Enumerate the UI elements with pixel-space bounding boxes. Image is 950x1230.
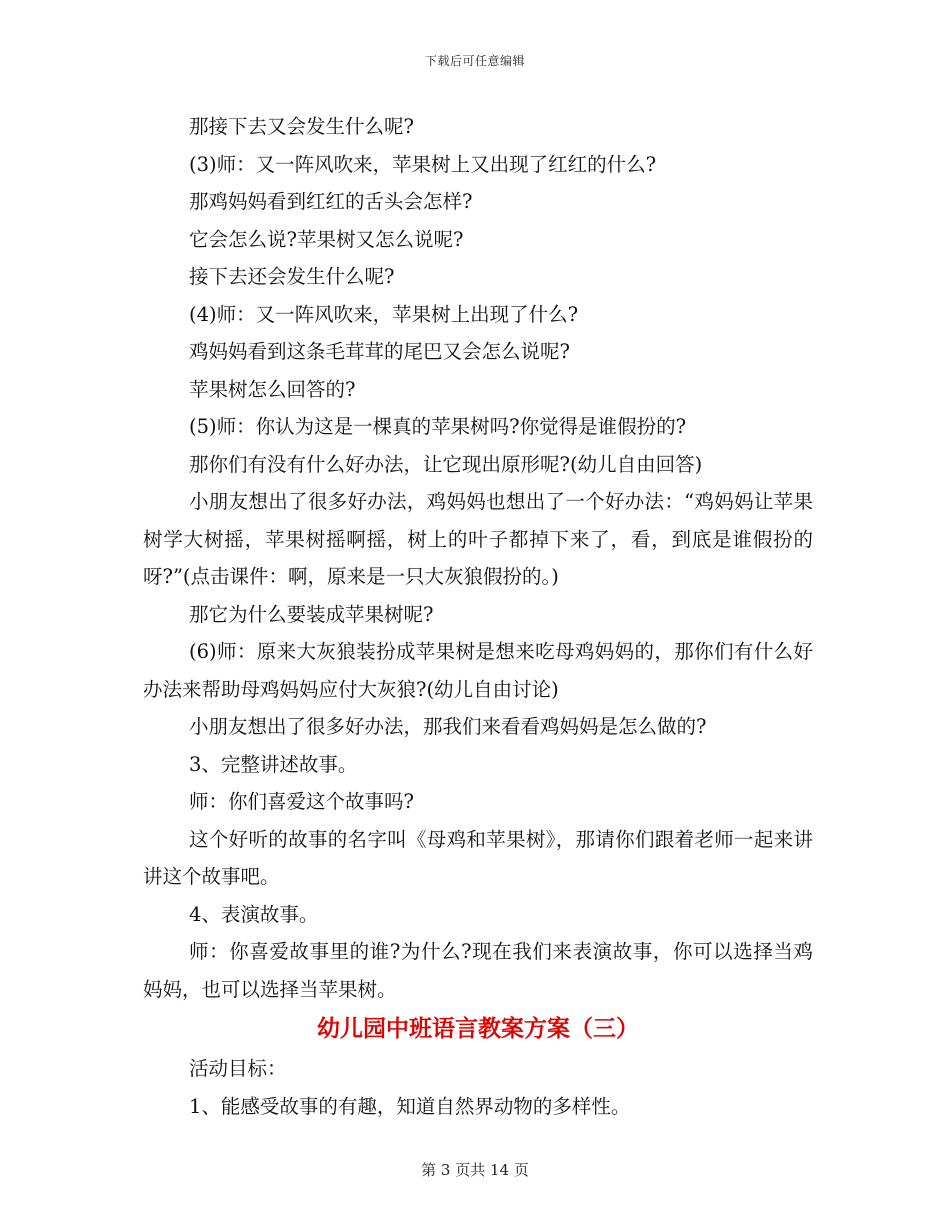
paragraph: 那鸡妈妈看到红红的舌头会怎样?: [189, 190, 473, 213]
paragraph: 接下去还会发生什么呢?: [189, 265, 395, 288]
paragraph: 那你们有没有什么好办法，让它现出原形呢?(幼儿自由回答): [189, 452, 703, 476]
paragraph: 那它为什么要装成苹果树呢?: [189, 602, 434, 626]
paragraph: (4)师：又一阵风吹来，苹果树上出现了什么?: [189, 302, 579, 326]
paragraph: 3、完整讲述故事。: [189, 752, 358, 776]
paragraph: 它会怎么说?苹果树又怎么说呢?: [189, 227, 464, 251]
paragraph: 这个好听的故事的名字叫《母鸡和苹果树》，那请你们跟着老师一起来讲讲这个故事吧。: [143, 827, 813, 888]
paragraph: (3)师：又一阵风吹来，苹果树上又出现了红红的什么?: [189, 152, 657, 176]
paragraph: (5)师：你认为这是一棵真的苹果树吗?你觉得是谁假扮的?: [189, 415, 687, 438]
paragraph: 活动目标：: [189, 1057, 287, 1080]
section-title: 幼儿园中班语言教案方案（三）: [317, 1016, 639, 1042]
paragraph: 那接下去又会发生什么呢?: [189, 115, 414, 138]
paragraph: 4、表演故事。: [189, 902, 319, 926]
paragraph: 师：你喜爱故事里的谁?为什么?现在我们来表演故事，你可以选择当鸡妈妈，也可以选择当苹果树。: [143, 940, 813, 1001]
paragraph: 师：你们喜爱这个故事吗?: [189, 790, 414, 813]
paragraph: 小朋友想出了很多好办法，鸡妈妈也想出了一个好办法：“鸡妈妈让苹果树学大树摇，苹果树摇啊摇，树上的叶子都掉下来了，看，到底是谁假扮的呀?”(点击课件：啊，原来是一只大灰狼假扮的。): [143, 490, 813, 588]
paragraph: 鸡妈妈看到这条毛茸茸的尾巴又会怎么说呢?: [189, 340, 570, 363]
page-footer: 第 3 页共 14 页: [421, 1161, 529, 1179]
paragraph: 苹果树怎么回答的?: [189, 377, 356, 401]
paragraph: (6)师：原来大灰狼装扮成苹果树是想来吃母鸡妈妈的，那你们有什么好办法来帮助母鸡妈妈应付大灰狼?(幼儿自由讨论): [143, 640, 813, 701]
paragraph: 1、能感受故事的有趣，知道自然界动物的多样性。: [189, 1094, 631, 1118]
document-body: [143, 108, 813, 1125]
page-header: 下载后可任意编辑: [424, 54, 525, 68]
paragraph: 小朋友想出了很多好办法，那我们来看看鸡妈妈是怎么做的?: [189, 715, 707, 738]
